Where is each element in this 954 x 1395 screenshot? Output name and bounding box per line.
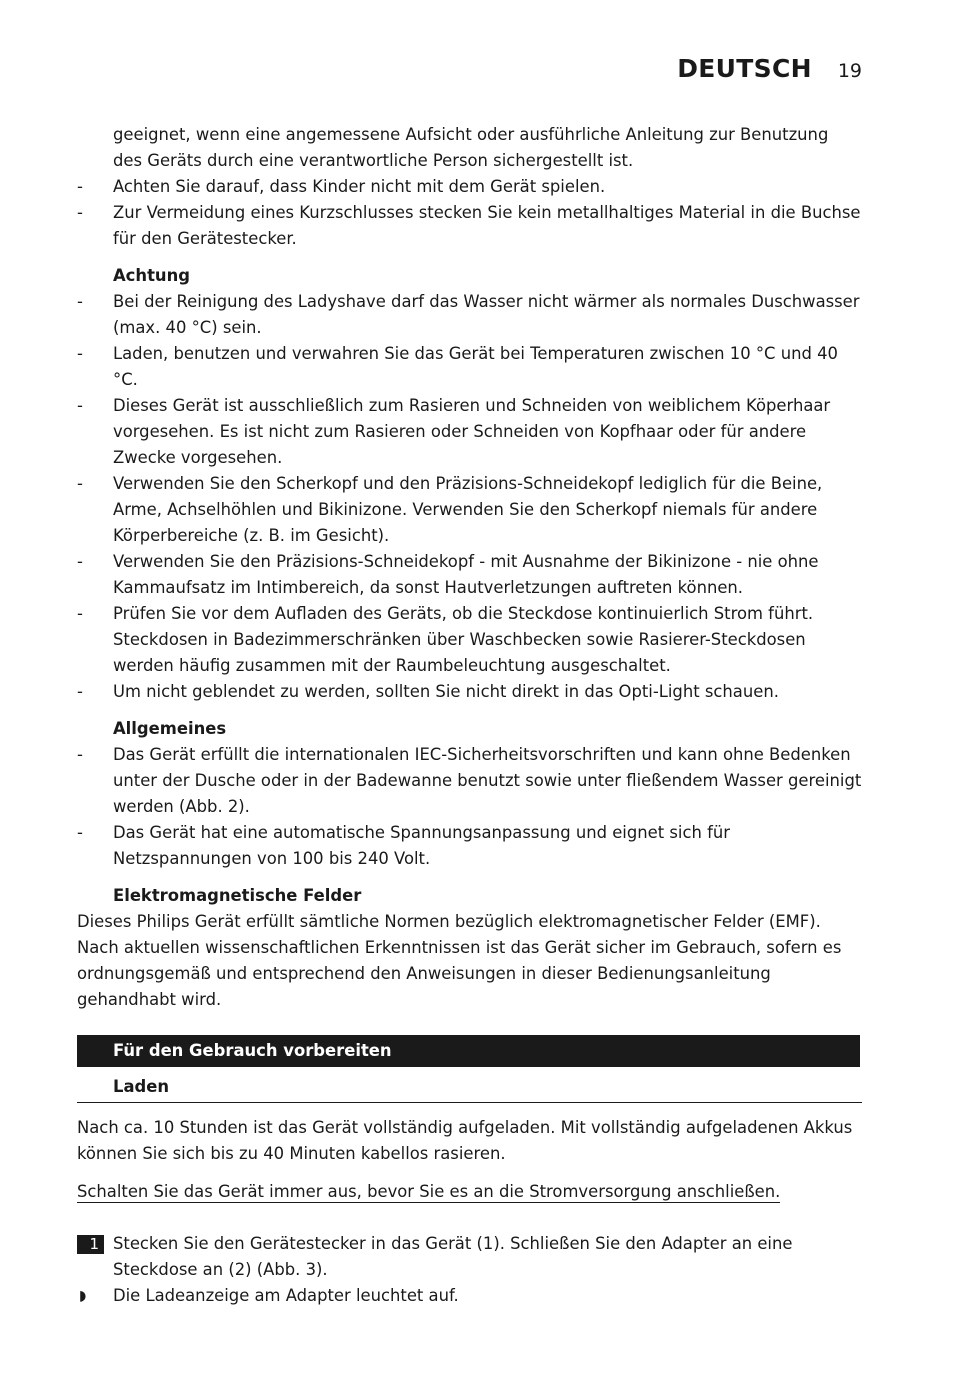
- section-heading-bar: Für den Gebrauch vorbereiten: [77, 1035, 860, 1067]
- list-item: - Verwenden Sie den Präzisions-Schneidekopf - mit Ausnahme der Bikinizone - nie ohne Kammaufsatz im Intimbereich, da sonst Hautverletzungen auftreten können.: [77, 549, 862, 601]
- list-item: - Prüfen Sie vor dem Aufladen des Geräts, ob die Steckdose kontinuierlich Strom führt. Steckdosen in Badezimmerschränken über Waschbecken sowie Rasierer-Steckdosen werden häufig zusammen mit der Raumbeleuchtung ausgeschaltet.: [77, 601, 862, 679]
- list-item: - Bei der Reinigung des Ladyshave darf das Wasser nicht wärmer als normales Duschwasser (max. 40 °C) sein.: [77, 289, 862, 341]
- list-item: - Verwenden Sie den Scherkopf und den Präzisions-Schneidekopf lediglich für die Beine, Arme, Achselhöhlen und Bikinizone. Verwenden Sie den Scherkopf niemals für andere Körperbereiche (z. B. im Gesicht).: [77, 471, 862, 549]
- step-item: [77, 1231, 862, 1283]
- warning-line: [77, 1179, 862, 1205]
- dash-bullet: -: [77, 292, 83, 311]
- subheading-emf: Elektromagnetische Felder: [113, 886, 362, 905]
- list-item: - Das Gerät hat eine automatische Spannungsanpassung und eignet sich für Netzspannungen von 100 bis 240 Volt.: [77, 820, 862, 872]
- dash-bullet: -: [77, 203, 83, 222]
- list-item: - Um nicht geblendet zu werden, sollten Sie nicht direkt in das Opti-Light schauen.: [77, 679, 862, 705]
- language-label: DEUTSCH: [677, 54, 812, 83]
- list-item: - Dieses Gerät ist ausschließlich zum Rasieren und Schneiden von weiblichem Köperhaar vorgesehen. Es ist nicht zum Rasieren oder Schneiden von Kopfhaar oder für andere Zwecke vorgesehen.: [77, 393, 862, 471]
- subheading-achtung: Achtung: [113, 266, 190, 285]
- page-header: [677, 54, 862, 83]
- subheading-laden: Laden: [77, 1074, 862, 1103]
- dash-bullet: -: [77, 745, 83, 764]
- list-item: - Zur Vermeidung eines Kurzschlusses stecken Sie kein metallhaltiges Material in die Buchse für den Gerätestecker.: [77, 200, 862, 252]
- dash-bullet: -: [77, 823, 83, 842]
- result-text: Die Ladeanzeige am Adapter leuchtet auf.: [113, 1286, 459, 1305]
- laden-paragraph: Nach ca. 10 Stunden ist das Gerät vollständig aufgeladen. Mit vollständig aufgeladenen Akkus können Sie sich bis zu 40 Minuten kabellos rasieren.: [77, 1118, 853, 1163]
- dash-bullet: -: [77, 474, 83, 493]
- dash-bullet: -: [77, 344, 83, 363]
- dash-bullet: -: [77, 552, 83, 571]
- emf-paragraph: Dieses Philips Gerät erfüllt sämtliche Normen bezüglich elektromagnetischer Felder (EMF). Nach aktuellen wissenschaftlichen Erkenntnissen ist das Gerät sicher im Gebrauch, sofern es ordnungsgemäß und entsprechend den Anweisungen in dieser Bedienungsanleitung gehandhabt wird.: [77, 912, 842, 1009]
- dash-bullet: -: [77, 682, 83, 701]
- warning-text: Schalten Sie das Gerät immer aus, bevor Sie es an die Stromversorgung anschließen.: [77, 1182, 781, 1201]
- list-item: - Achten Sie darauf, dass Kinder nicht mit dem Gerät spielen.: [77, 174, 862, 200]
- page-content: [77, 122, 862, 1309]
- dash-bullet: -: [77, 177, 83, 196]
- result-arrow-icon: ◗: [79, 1288, 87, 1304]
- page-number: 19: [837, 60, 862, 82]
- list-item-continuation: geeignet, wenn eine angemessene Aufsicht oder ausführliche Anleitung zur Benutzung des Geräts durch eine verantwortliche Person sichergestellt ist.: [113, 125, 829, 170]
- list-item: - Laden, benutzen und verwahren Sie das Gerät bei Temperaturen zwischen 10 °C und 40 °C.: [77, 341, 862, 393]
- result-item: [77, 1283, 862, 1309]
- dash-bullet: -: [77, 396, 83, 415]
- step-number-badge: 1: [77, 1235, 104, 1254]
- subheading-allgemeines: Allgemeines: [113, 719, 227, 738]
- step-text: Stecken Sie den Gerätestecker in das Gerät (1). Schließen Sie den Adapter an eine Steckdose an (2) (Abb. 3).: [113, 1234, 793, 1279]
- list-item: - Das Gerät erfüllt die internationalen IEC-Sicherheitsvorschriften und kann ohne Bedenken unter der Dusche oder in der Badewanne benutzt sowie unter fließendem Wasser gereinigt werden (Abb. 2).: [77, 742, 862, 820]
- dash-bullet: -: [77, 604, 83, 623]
